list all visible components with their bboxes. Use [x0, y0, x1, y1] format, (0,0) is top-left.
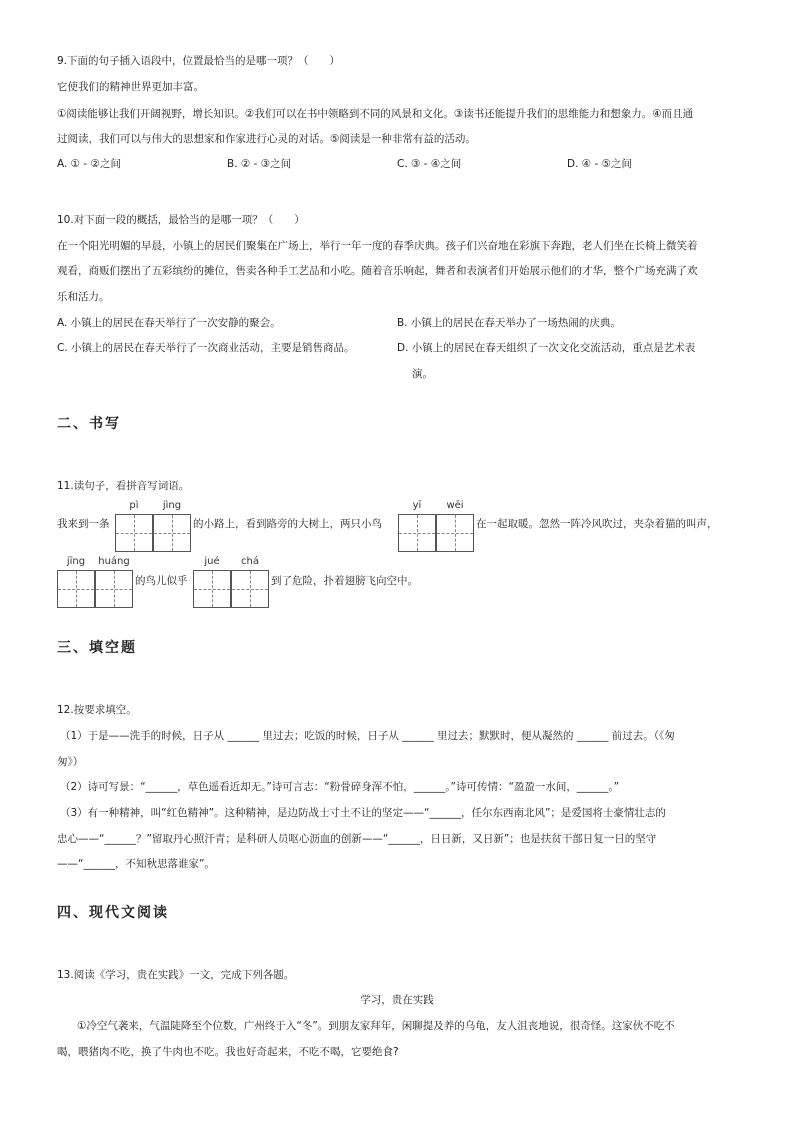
article-paragraph-1-line-2: 喝，喂猪肉不吃，换了牛肉也不吃。我也好奇起来，不吃不喝，它要绝食? [57, 1046, 399, 1058]
q12-stem: 12.按要求填空。 [57, 704, 137, 716]
q9-passage-line-2: 过阅读，我们可以与伟大的思想家和作家进行心灵的对话。⑤阅读是一种非常有益的活动。 [57, 133, 476, 145]
writing-box-jing-2[interactable] [57, 570, 95, 608]
q11-text-5: 到了危险，扑着翅膀飞向空中。 [271, 575, 418, 587]
q12-line-3: （2）诗可写景：“______，草色遥看近却无。”诗可言志：“粉骨碎身浑不怕，______。”诗可传情：“盈盈一水间，______。” [60, 781, 620, 793]
pinyin-yi: yī [412, 500, 422, 511]
writing-box-yi[interactable] [398, 514, 436, 552]
q9-stem: 9.下面的句子插入语段中，位置最恰当的是哪一项？（ ） [57, 55, 341, 67]
pinyin-huang: huáng [98, 556, 130, 567]
writing-box-wei[interactable] [436, 514, 474, 552]
writing-box-pi[interactable] [115, 514, 153, 552]
section-heading-writing: 二、书写 [57, 416, 121, 432]
writing-box-jing[interactable] [153, 514, 191, 552]
q10-option-d-continued: 演。 [412, 368, 433, 380]
writing-box-jue[interactable] [193, 570, 231, 608]
q9-option-d[interactable]: D. ④ - ⑤之间 [567, 158, 633, 170]
q12-line-5: 忠心——“______？”留取丹心照汗青；是科研人员呕心沥血的创新——“______，日日新，又日新”；也是扶贫干部日复一日的坚守 [57, 833, 657, 845]
q10-passage-line-3: 乐和活力。 [57, 291, 110, 303]
writing-box-huang[interactable] [95, 570, 133, 608]
q12-line-6: ——“______，不知秋思落谁家”。 [57, 858, 215, 870]
q11-text-4: 的鸟儿似乎 [135, 575, 188, 587]
q10-option-c[interactable]: C. 小镇上的居民在春天举行了一次商业活动，主要是销售商品。 [57, 342, 355, 354]
article-title: 学习，贵在实践 [360, 994, 434, 1006]
section-heading-fill-blank: 三、填空题 [57, 640, 137, 656]
q11-stem: 11.读句子，看拼音写词语。 [57, 480, 190, 492]
pinyin-pi: pì [129, 500, 139, 511]
q10-passage-line-1: 在一个阳光明媚的早晨，小镇上的居民们聚集在广场上，举行一年一度的春季庆典。孩子们兴奋地在彩旗下奔跑，老人们坐在长椅上微笑着 [57, 240, 698, 252]
article-paragraph-1-line-1: ①冷空气袭来，气温陡降至个位数，广州终于入“冬”。到朋友家拜年，闲聊提及养的乌龟，友人沮丧地说，很奇怪。这家伙不吃不 [77, 1020, 675, 1032]
q9-passage-line-1: ①阅读能够让我们开阔视野，增长知识。②我们可以在书中领略到不同的风景和文化。③读书还能提升我们的思维能力和想象力。④而且通 [57, 108, 694, 120]
pinyin-jing: jìng [162, 500, 182, 511]
pinyin-jue: jué [204, 556, 220, 567]
q10-option-a[interactable]: A. 小镇上的居民在春天举行了一次安静的聚会。 [57, 317, 281, 329]
q11-text-2: 的小路上，看到路旁的大树上，两只小鸟 [193, 518, 382, 530]
q9-option-a[interactable]: A. ① - ②之间 [57, 158, 121, 170]
q12-line-4: （3）有一种精神，叫“红色精神”。这种精神，是边防战士寸土不让的坚定——“______，任尔东西南北风”；是爱国将士豪情壮志的 [60, 807, 666, 819]
writing-box-cha[interactable] [231, 570, 269, 608]
q13-stem: 13.阅读《学习，贵在实践》一文，完成下列各题。 [57, 969, 295, 981]
q9-option-c[interactable]: C. ③ - ④之间 [397, 158, 462, 170]
q11-text-3: 在一起取暖。忽然一阵冷风吹过，夹杂着猫的叫声， [476, 518, 718, 530]
pinyin-wei: wēi [446, 500, 464, 511]
pinyin-jing-2: jīng [66, 556, 86, 567]
q10-stem: 10.对下面一段的概括，最恰当的是哪一项？（ ） [57, 214, 305, 226]
q10-option-d[interactable]: D. 小镇上的居民在春天组织了一次文化交流活动，重点是艺术表 [397, 342, 696, 354]
section-heading-reading: 四、现代文阅读 [57, 905, 169, 921]
q9-sentence: 它使我们的精神世界更加丰富。 [57, 81, 204, 93]
q10-passage-line-2: 观看，商贩们摆出了五彩缤纷的摊位，售卖各种手工艺品和小吃。随着音乐响起，舞者和表演者们开始展示他们的才华，整个广场充满了欢 [57, 265, 698, 277]
q9-option-b[interactable]: B. ② - ③之间 [227, 158, 292, 170]
q10-option-b[interactable]: B. 小镇上的居民在春天举办了一场热闹的庆典。 [397, 317, 621, 329]
q11-text-1: 我来到一条 [57, 518, 110, 530]
pinyin-cha: chá [241, 556, 259, 567]
q12-line-2: 匆》） [57, 756, 84, 768]
q12-line-1: （1）于是——洗手的时候，日子从 ______ 里过去；吃饭的时候，日子从 ______ 里过去；默默时，便从凝然的 ______ 前过去。（《匆 [60, 730, 675, 742]
